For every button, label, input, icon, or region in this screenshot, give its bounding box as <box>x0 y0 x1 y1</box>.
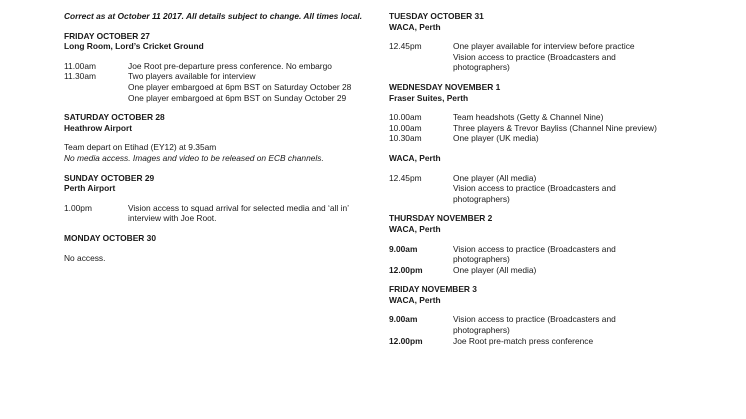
row-time: 12.45pm <box>389 41 422 52</box>
venue-heading: WACA, Perth <box>389 21 441 32</box>
venue-heading: Heathrow Airport <box>64 122 133 133</box>
row-time: 10.30am <box>389 133 422 144</box>
row-line: Two players available for interview <box>128 71 256 82</box>
schedule-row <box>389 112 689 123</box>
schedule-row <box>64 203 364 224</box>
day-heading: THURSDAY NOVEMBER 2 <box>389 213 493 224</box>
info-text-italic: No media access. Images and video to be released on ECB channels. <box>64 152 324 163</box>
row-line: One player embargoed at 6pm BST on Saturday October 28 <box>128 81 352 92</box>
row-description <box>128 71 364 103</box>
schedule-row <box>389 133 689 144</box>
schedule-row <box>389 173 689 205</box>
section-friday-oct-27 <box>64 31 364 104</box>
schedule-row <box>389 244 689 265</box>
row-description: Three players & Trevor Bayliss (Channel Nine preview) <box>453 122 657 133</box>
row-time: 12.45pm <box>389 172 422 183</box>
section-friday-nov-3 <box>389 284 689 346</box>
row-line: Vision access to practice (Broadcasters and photographers) <box>453 51 616 73</box>
schedule-row <box>389 41 689 73</box>
row-description <box>453 41 689 73</box>
row-line: One player (All media) <box>453 172 537 183</box>
venue-heading: WACA, Perth <box>389 152 441 163</box>
section-monday-oct-30 <box>64 233 364 263</box>
row-time: 10.00am <box>389 112 422 123</box>
venue-heading: Long Room, Lord’s Cricket Ground <box>64 41 204 52</box>
row-description: Vision access to practice (Broadcasters and photographers) <box>453 314 616 336</box>
day-heading: SUNDAY OCTOBER 29 <box>64 172 155 183</box>
day-heading: FRIDAY NOVEMBER 3 <box>389 284 477 295</box>
row-time: 12.00pm <box>389 264 423 275</box>
row-time: 12.00pm <box>389 335 423 346</box>
schedule-row <box>389 336 689 347</box>
row-line: Joe Root pre-departure press conference. No embargo <box>128 60 332 71</box>
section-tuesday-oct-31 <box>389 11 689 73</box>
row-description <box>453 173 689 205</box>
row-time: 9.00am <box>389 243 418 254</box>
section-wednesday-nov-1 <box>389 82 689 204</box>
row-line: One player available for interview before practice <box>453 41 635 52</box>
row-description: Team headshots (Getty & Channel Nine) <box>453 112 604 123</box>
row-description <box>128 61 364 72</box>
day-heading: FRIDAY OCTOBER 27 <box>64 30 150 41</box>
section-thursday-nov-2 <box>389 213 689 275</box>
schedule-row <box>389 123 689 134</box>
schedule-row <box>64 61 364 72</box>
right-column <box>389 11 689 355</box>
venue-heading: WACA, Perth <box>389 294 441 305</box>
schedule-row <box>389 265 689 276</box>
row-time: 11.30am <box>64 71 96 82</box>
day-heading: WEDNESDAY NOVEMBER 1 <box>389 81 501 92</box>
day-heading: MONDAY OCTOBER 30 <box>64 232 156 243</box>
row-time: 10.00am <box>389 122 422 133</box>
schedule-row <box>64 71 364 103</box>
row-description: One player (UK media) <box>453 133 539 144</box>
row-time: 1.00pm <box>64 202 92 213</box>
section-sunday-oct-29 <box>64 173 364 224</box>
left-column <box>64 11 364 272</box>
section-saturday-oct-28 <box>64 112 364 163</box>
day-heading: TUESDAY OCTOBER 31 <box>389 11 484 21</box>
info-text: Team depart on Etihad (EY12) at 9.35am <box>64 142 217 153</box>
row-description <box>128 203 364 224</box>
disclaimer-note: Correct as at October 11 2017. All details subject to change. All times local. <box>64 11 363 21</box>
row-time: 9.00am <box>389 314 418 325</box>
row-description: One player (All media) <box>453 264 537 275</box>
venue-heading: WACA, Perth <box>389 223 441 234</box>
row-description: Vision access to practice (Broadcasters and photographers) <box>453 243 616 265</box>
schedule-row <box>389 314 689 335</box>
venue-heading: Perth Airport <box>64 183 116 194</box>
row-time: 11.00am <box>64 60 96 71</box>
venue-heading: Fraser Suites, Perth <box>389 92 469 103</box>
row-line: Vision access to practice (Broadcasters and photographers) <box>453 183 616 204</box>
day-heading: SATURDAY OCTOBER 28 <box>64 112 165 123</box>
row-line: Vision access to squad arrival for selected media and ‘all in’ interview with Joe Root. <box>128 202 349 224</box>
row-description: Joe Root pre-match press conference <box>453 335 594 346</box>
info-text: No access. <box>64 252 106 263</box>
row-line: One player embargoed at 6pm BST on Sunday October 29 <box>128 92 347 103</box>
